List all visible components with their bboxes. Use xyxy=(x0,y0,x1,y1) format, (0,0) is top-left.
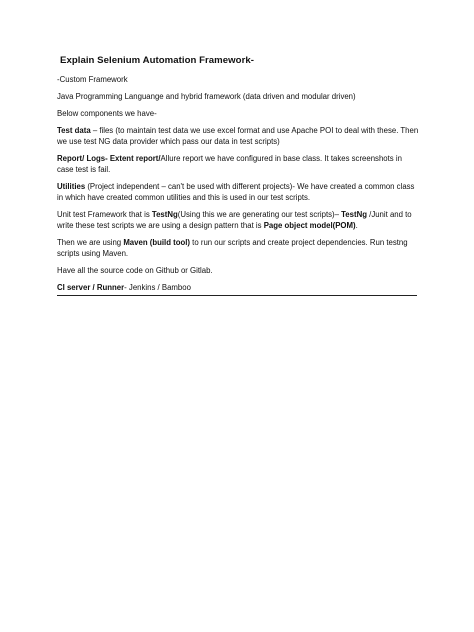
unit-test-part4: . xyxy=(355,221,358,230)
java-line: Java Programming Languange and hybrid framework (data driven and modular driven) xyxy=(57,92,356,101)
utilities-text: (Project independent – can't be used with different projects)- We have created a common class in which have created common utilities and this is used in our test scripts. xyxy=(57,182,415,202)
unit-test-part3: /Junit and to write these test scripts we are using a design pattern that is xyxy=(57,210,412,230)
source-code-line: Have all the source code on Github or Gitlab. xyxy=(57,266,213,275)
maven-part1: Then we are using xyxy=(57,238,124,247)
utilities-label: Utilities xyxy=(57,182,86,191)
ci-server-line xyxy=(57,282,417,296)
report-label: Report/ Logs- Extent report/ xyxy=(57,154,161,163)
ci-label: CI server / Runner xyxy=(57,283,125,292)
unit-test-part2: (Using this we are generating our test scripts)– xyxy=(177,210,342,219)
pom-label: Page object model(POM) xyxy=(263,221,356,230)
document-content xyxy=(57,54,419,302)
report-paragraph xyxy=(57,153,419,175)
maven-paragraph xyxy=(57,237,419,259)
test-data-label: Test data xyxy=(57,126,91,135)
unit-test-paragraph xyxy=(57,209,419,231)
utilities-paragraph xyxy=(57,181,419,203)
testng-label-2: TestNg xyxy=(341,210,367,219)
maven-part2: to run our scripts and create project dependencies. Run testng scripts using Maven. xyxy=(57,238,408,258)
test-data-paragraph xyxy=(57,125,419,147)
document-title: Explain Selenium Automation Framework- xyxy=(60,55,254,66)
testng-label-1: TestNg xyxy=(151,210,178,219)
report-text: Allure report we have configured in base class. It takes screenshots in case test is fail. xyxy=(57,154,402,174)
unit-test-part1: Unit test Framework that is xyxy=(57,210,152,219)
ci-text: - Jenkins / Bamboo xyxy=(124,283,191,292)
test-data-text: – files (to maintain test data we use excel format and use Apache POI to deal with these. Then we use test NG data provider which pass our data in test scripts) xyxy=(57,126,419,146)
maven-label: Maven (build tool) xyxy=(123,238,191,247)
below-components-line: Below components we have- xyxy=(57,109,157,118)
custom-framework-line: -Custom Framework xyxy=(57,75,128,84)
